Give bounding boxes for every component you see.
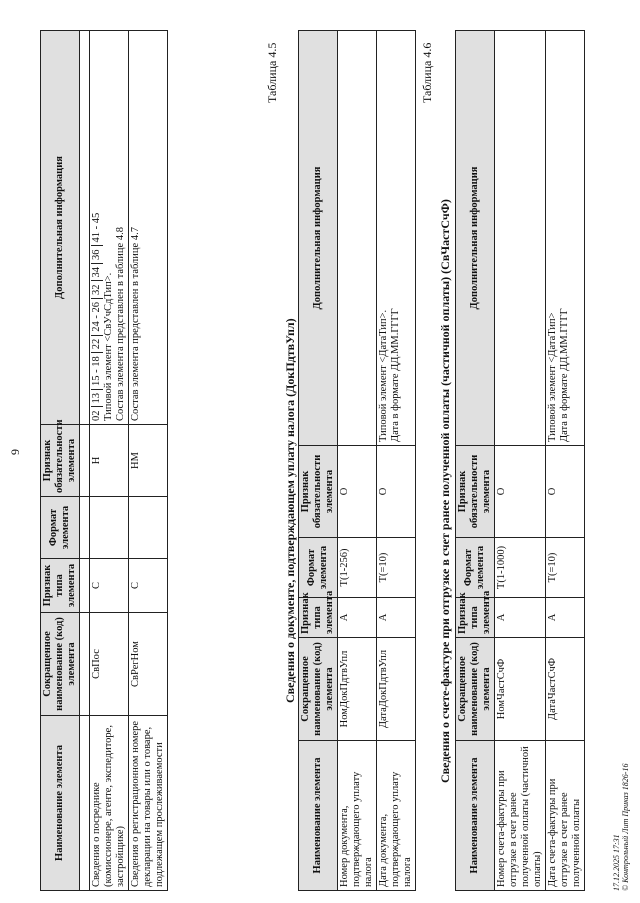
cell-name: Сведения о посреднике (комиссионере, агенте, экспедиторе, застройщике) [90, 716, 129, 891]
header-info: Дополнительная информация [41, 31, 80, 425]
info-line: Дата в формате ДД.ММ.ГГГГ [390, 308, 401, 442]
info-line: Типовой элемент <ДатаТип>. [378, 309, 389, 442]
header-req: Признак обязательности элемента [41, 425, 80, 497]
cell-type: С [90, 559, 129, 613]
cell-req: О [377, 446, 416, 538]
cell-type: А [546, 598, 585, 638]
header-format: Формат элемента [41, 497, 80, 559]
cell-format: T(=10) [546, 538, 585, 598]
title-table-4-6: Сведения о счете-фактуре при отгрузке в счет ранее полученной оплаты (частичной оплаты) (СвЧастСчФ) [438, 199, 452, 783]
code-item: 34 [91, 263, 103, 281]
title-table-4-5: Сведения о документе, подтверждающем уплату налога (ДокПдтвУпл) [283, 318, 297, 703]
header-name: Наименование элемента [456, 741, 495, 891]
cell-info [377, 31, 416, 446]
table-top [40, 30, 168, 891]
cell-type: А [495, 598, 546, 638]
code-item: 24 - 26 [91, 298, 103, 335]
header-format: Формат элемента [299, 538, 338, 598]
cell-req: О [495, 446, 546, 538]
header-name: Наименование элемента [41, 716, 80, 891]
table-row [546, 31, 585, 891]
header-type: Признак типа элемента [456, 598, 495, 638]
header-code: Сокращенное наименование (код) элемента [456, 638, 495, 741]
info-line: Дата в формате ДД.ММ.ГГГГ [559, 308, 570, 442]
code-item: 36 [91, 246, 103, 264]
cell-info [546, 31, 585, 446]
footer-line: © Контрольный Лит Приказ 1826-16 [621, 763, 630, 891]
cell-format [90, 497, 129, 559]
header-type: Признак типа элемента [299, 598, 338, 638]
table-row [495, 31, 546, 891]
code-item: 13 [91, 389, 103, 407]
cell-format: T(=10) [377, 538, 416, 598]
cell-code: НомЧастСчФ [495, 638, 546, 741]
info-line: Типовой элемент <ДатаТип> [547, 312, 558, 442]
table-row [377, 31, 416, 891]
header-format: Формат элемента [456, 538, 495, 598]
header-type: Признак типа элемента [41, 559, 80, 613]
table-4-5 [298, 30, 416, 891]
page-number: 9 [8, 449, 22, 455]
info-line: Состав элемента представлен в таблице 4.8 [115, 227, 126, 421]
code-item: 32 [91, 281, 103, 299]
cell-req: Н [90, 425, 129, 497]
code-item: 41 - 45 [91, 212, 102, 243]
table-header-row [456, 31, 495, 891]
cell-name: Сведения о регистрационном номере декларации на товары или о товаре, подлежащем прослеживаемости [129, 716, 168, 891]
header-code: Сокращенное наименование (код) элемента [299, 638, 338, 741]
cell-info [495, 31, 546, 446]
info-line: Типовой элемент <СвУчСдТип>. [103, 272, 114, 421]
cell-info [90, 31, 129, 425]
header-info: Дополнительная информация [456, 31, 495, 446]
cell-format: T(1-256) [338, 538, 377, 598]
cell-type: А [338, 598, 377, 638]
footer-line: 17.12.2025 17:31 [612, 834, 621, 891]
code-item: 22 [91, 335, 103, 353]
cell-req: О [546, 446, 585, 538]
table-row [338, 31, 377, 891]
cell-format [129, 497, 168, 559]
cell-code: ДатаЧастСчФ [546, 638, 585, 741]
cell-type: С [129, 559, 168, 613]
cell-name: Номер счета-фактуры при отгрузке в счет ранее полученной оплаты (частичной оплаты) [495, 741, 546, 891]
footer-stamp [612, 764, 630, 891]
cell-req: НМ [129, 425, 168, 497]
table-row [80, 31, 90, 891]
table-row [90, 31, 129, 891]
code-item: 15 - 18 [91, 352, 103, 389]
table-row [129, 31, 168, 891]
cell-req: О [338, 446, 377, 538]
table-header-row [41, 31, 80, 891]
caption-table-4-5: Таблица 4.5 [265, 42, 279, 103]
header-name: Наименование элемента [299, 741, 338, 891]
cell-code: СвРегНом [129, 613, 168, 716]
cell-name: Дата документа, подтверждающего уплату налога [377, 741, 416, 891]
header-req: Признак обязательности элемента [456, 446, 495, 538]
cell-code: ДатаДокПдтвУпл [377, 638, 416, 741]
caption-table-4-6: Таблица 4.6 [420, 42, 434, 103]
cell-info [338, 31, 377, 446]
code-item: 02 [91, 407, 103, 422]
cell-name: Дата счета-фактуры при отгрузке в счет ранее полученной оплаты [546, 741, 585, 891]
cell-type: А [377, 598, 416, 638]
header-req: Признак обязательности элемента [299, 446, 338, 538]
cell-code: СвПос [90, 613, 129, 716]
cell-format: T(1-1000) [495, 538, 546, 598]
header-info: Дополнительная информация [299, 31, 338, 446]
code-list [91, 34, 103, 421]
cell-name: Номер документа, подтверждающего уплату налога [338, 741, 377, 891]
table-header-row [299, 31, 338, 891]
table-4-6 [455, 30, 585, 891]
header-code: Сокращенное наименование (код) элемента [41, 613, 80, 716]
cell-code: НомДокПдтвУпл [338, 638, 377, 741]
cell-info: Состав элемента представлен в таблице 4.7 [129, 31, 168, 425]
